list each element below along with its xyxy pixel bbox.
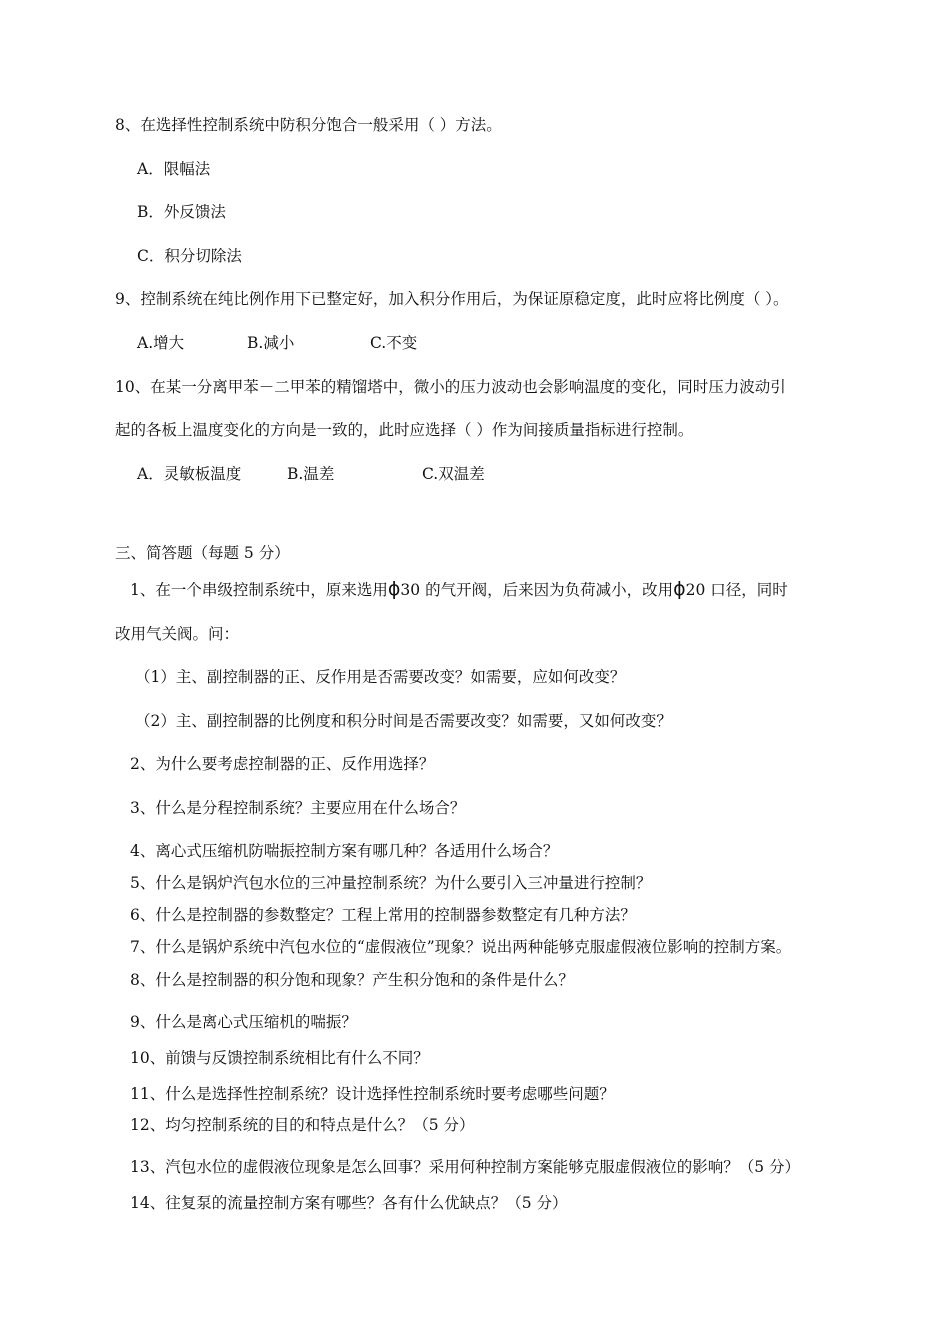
- q1-text-part-1: 1、在一个串级控制系统中，原来选用: [130, 581, 388, 599]
- short-answer-item: 10、前馈与反馈控制系统相比有什么不同？: [130, 1049, 429, 1067]
- question-10-line-1: 10、在某一分离甲苯－二甲苯的精馏塔中，微小的压力波动也会影响温度的变化，同时压力波动引: [115, 378, 786, 396]
- short-answer-item: 9、什么是离心式压缩机的喘振？: [130, 1013, 357, 1031]
- question-9-option-b: B.减小: [247, 334, 295, 352]
- q1-text-part-3: 20 口径，同时: [685, 581, 788, 599]
- short-answer-item: 12、均匀控制系统的目的和特点是什么？（5 分）: [130, 1116, 475, 1134]
- question-9-option-a: A.增大: [137, 334, 185, 352]
- short-answer-item: 7、什么是锅炉系统中汽包水位的“虚假液位”现象？说出两种能够克服虚假液位影响的控制方案。: [130, 938, 792, 956]
- question-10-line-2: 起的各板上温度变化的方向是一致的，此时应选择（ ）作为间接质量指标进行控制。: [115, 421, 694, 439]
- short-answer-q1-sub-1: （1）主、副控制器的正、反作用是否需要改变？如需要，应如何改变？: [135, 668, 626, 686]
- short-answer-item: 2、为什么要考虑控制器的正、反作用选择？: [130, 755, 435, 773]
- short-answer-item: 3、什么是分程控制系统？主要应用在什么场合？: [130, 799, 466, 817]
- question-8-text: 8、在选择性控制系统中防积分饱合一般采用（ ）方法。: [115, 116, 502, 134]
- question-10-option-c: C.双温差: [422, 465, 485, 483]
- short-answer-item: 6、什么是控制器的参数整定？工程上常用的控制器参数整定有几种方法？: [130, 906, 636, 924]
- q1-text-part-2: 30 的气开阀，后来因为负荷减小，改用: [400, 581, 674, 599]
- question-9-option-c: C.不变: [370, 334, 418, 352]
- phi-symbol: ϕ: [387, 578, 401, 600]
- short-answer-item: 11、什么是选择性控制系统？设计选择性控制系统时要考虑哪些问题？: [130, 1085, 615, 1103]
- short-answer-q1-line-2: 改用气关阀。问：: [115, 625, 240, 643]
- short-answer-q1-sub-2: （2）主、副控制器的比例度和积分时间是否需要改变？如需要，又如何改变？: [135, 712, 672, 730]
- question-8-option-b: B．外反馈法: [137, 203, 226, 221]
- question-10-option-b: B.温差: [287, 465, 335, 483]
- short-answer-item: 14、往复泵的流量控制方案有哪些？各有什么优缺点？（5 分）: [130, 1194, 568, 1212]
- short-answer-item: 13、汽包水位的虚假液位现象是怎么回事？采用何种控制方案能够克服虚假液位的影响？（5 分）: [130, 1158, 801, 1176]
- short-answer-item: 5、什么是锅炉汽包水位的三冲量控制系统？为什么要引入三冲量进行控制？: [130, 874, 652, 892]
- question-10-option-a: A．灵敏板温度: [137, 465, 242, 483]
- short-answer-item: 4、离心式压缩机防喘振控制方案有哪几种？各适用什么场合？: [130, 842, 559, 860]
- short-answer-item: 8、什么是控制器的积分饱和现象？产生积分饱和的条件是什么？: [130, 971, 574, 989]
- question-8-option-a: A．限幅法: [137, 160, 211, 178]
- section-3-heading: 三、简答题（每题 5 分）: [115, 544, 290, 562]
- question-9-text: 9、控制系统在纯比例作用下已整定好，加入积分作用后，为保证原稳定度，此时应将比例度（ ）。: [115, 290, 789, 308]
- question-8-option-c: C．积分切除法: [137, 247, 242, 265]
- short-answer-q1-line-1: [130, 579, 788, 600]
- phi-symbol: ϕ: [673, 578, 686, 600]
